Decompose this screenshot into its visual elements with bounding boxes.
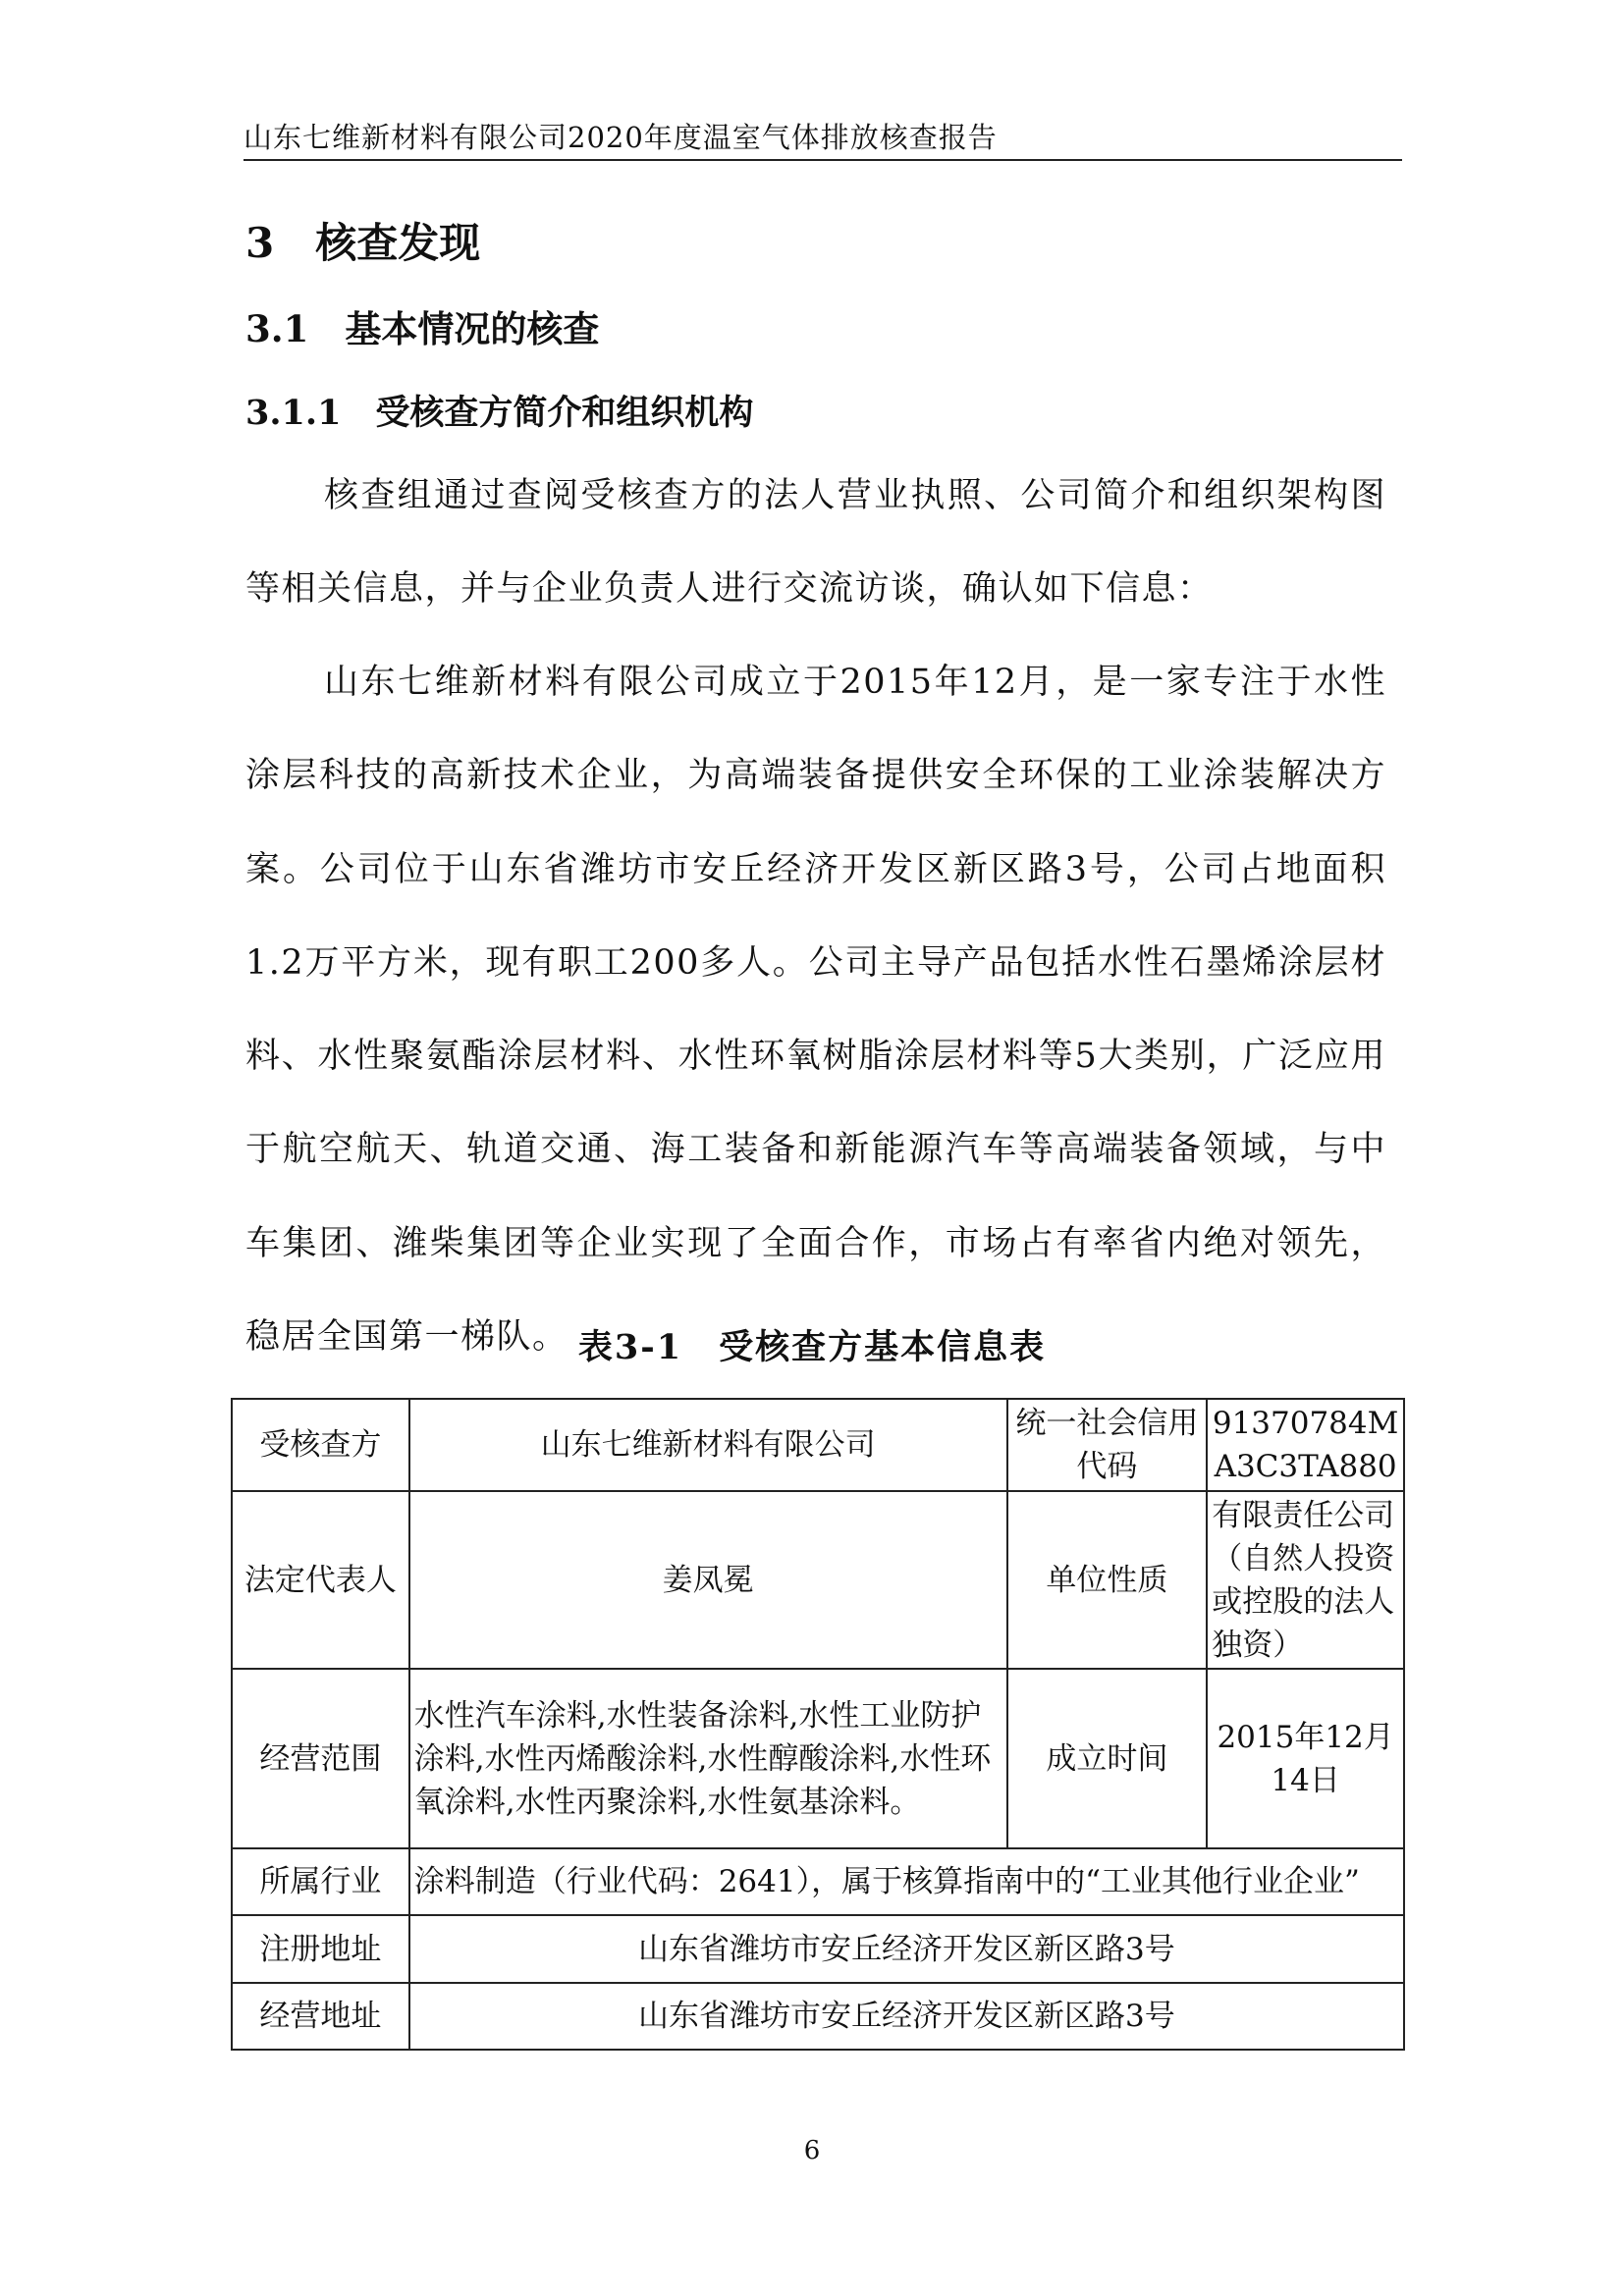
table-row — [232, 1669, 1404, 1848]
table-label-cell: 经营地址 — [232, 1983, 409, 2050]
table-label-cell: 法定代表人 — [232, 1491, 409, 1669]
table-row — [232, 1983, 1404, 2050]
table-value-cell: 姜凤冕 — [409, 1491, 1007, 1669]
table-value-cell: 水性汽车涂料,水性装备涂料,水性工业防护涂料,水性丙烯酸涂料,水性醇酸涂料,水性环氧涂料,水性丙聚涂料,水性氨基涂料。 — [409, 1669, 1007, 1848]
header-divider — [244, 159, 1402, 161]
table-label-cell: 单位性质 — [1007, 1491, 1208, 1669]
table-value-cell: 91370784MA3C3TA880 — [1207, 1399, 1404, 1491]
paragraph-intro: 核查组通过查阅受核查方的法人营业执照、公司简介和组织架构图等相关信息，并与企业负责人进行交流访谈，确认如下信息： — [245, 476, 1386, 610]
table-row — [232, 1848, 1404, 1915]
table-label-cell: 统一社会信用代码 — [1007, 1399, 1208, 1491]
table-value-cell: 2015年12月14日 — [1207, 1669, 1404, 1848]
paragraph-company-profile: 山东七维新材料有限公司成立于2015年12月，是一家专注于水性涂层科技的高新技术企业，为高端装备提供安全环保的工业涂装解决方案。公司位于山东省潍坊市安丘经济开发区新区路3号，公司占地面积1.2万平方米，现有职工200多人。公司主导产品包括水性石墨烯涂层材料、水性聚氨酯涂层材料、水性环氧树脂涂层材料等5大类别，广泛应用于航空航天、轨道交通、海工装备和新能源汽车等高端装备领域，与中车集团、潍柴集团等企业实现了全面合作，市场占有率省内绝对领先，稳居全国第一梯队。 — [245, 663, 1386, 1358]
table-label-cell: 注册地址 — [232, 1915, 409, 1983]
table-label-cell: 受核查方 — [232, 1399, 409, 1491]
page-header-title: 山东七维新材料有限公司2020年度温室气体排放核查报告 — [244, 121, 998, 154]
table-row — [232, 1399, 1404, 1491]
subsection-heading: 3.1 基本情况的核查 — [245, 307, 600, 350]
table-value-cell: 山东省潍坊市安丘经济开发区新区路3号 — [409, 1983, 1404, 2050]
table-label-cell: 所属行业 — [232, 1848, 409, 1915]
table-value-cell: 山东七维新材料有限公司 — [409, 1399, 1007, 1491]
table-label-cell: 经营范围 — [232, 1669, 409, 1848]
table-label-cell: 成立时间 — [1007, 1669, 1208, 1848]
table-value-cell: 有限责任公司（自然人投资或控股的法人独资） — [1207, 1491, 1404, 1669]
table-caption: 表3-1 受核查方基本信息表 — [577, 1327, 1047, 1367]
table-row — [232, 1915, 1404, 1983]
page-number: 6 — [803, 2136, 821, 2165]
section-heading: 3 核查发现 — [245, 219, 481, 267]
basic-info-table — [231, 1398, 1405, 2051]
table-value-cell: 山东省潍坊市安丘经济开发区新区路3号 — [409, 1915, 1404, 1983]
table-value-cell: 涂料制造（行业代码：2641），属于核算指南中的“工业其他行业企业” — [409, 1848, 1404, 1915]
table-row — [232, 1491, 1404, 1669]
subsubsection-heading: 3.1.1 受核查方简介和组织机构 — [245, 393, 754, 433]
